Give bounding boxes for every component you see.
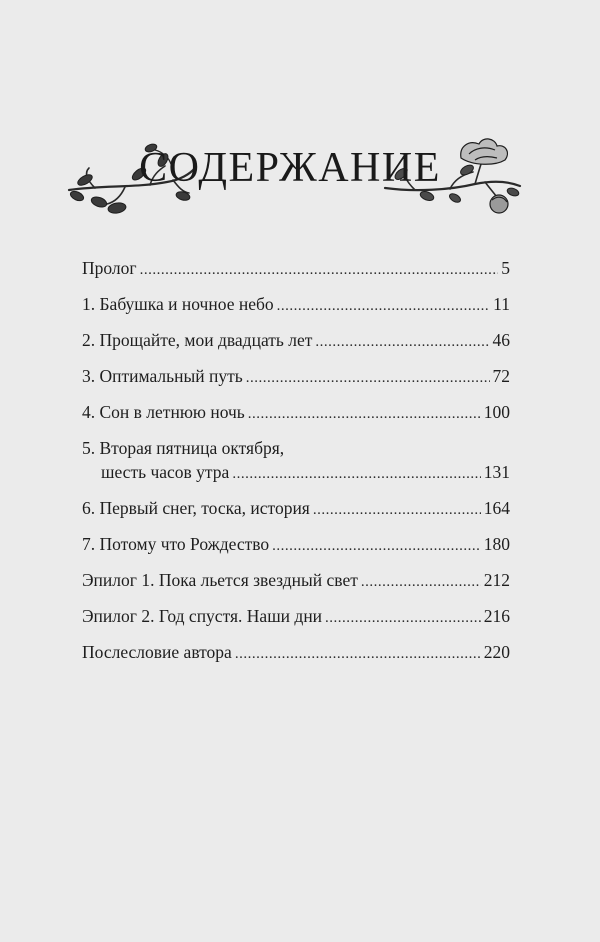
toc-entry-page: 11	[493, 294, 510, 314]
dot-leader	[140, 260, 499, 280]
toc-entry-label: 1. Бабушка и ночное небо	[82, 294, 274, 314]
toc-entry-continuation	[82, 462, 510, 482]
dot-leader	[313, 500, 481, 520]
dot-leader	[246, 368, 490, 388]
toc-entry-page: 216	[483, 606, 510, 626]
dot-leader	[315, 332, 489, 352]
dot-leader	[361, 572, 481, 592]
page-title: СОДЕРЖАНИЕ	[139, 145, 441, 191]
toc-entry[interactable]	[82, 294, 510, 314]
toc-entry[interactable]	[82, 642, 510, 662]
toc-entry-label: 3. Оптимальный путь	[82, 366, 243, 386]
toc-entry[interactable]	[82, 402, 510, 422]
table-of-contents	[82, 256, 510, 662]
toc-entry[interactable]	[82, 330, 510, 350]
toc-entry-page: 72	[492, 366, 510, 386]
contents-header	[55, 130, 525, 230]
toc-entry-page: 180	[483, 534, 510, 554]
toc-entry[interactable]	[82, 534, 510, 554]
toc-entry-label: 2. Прощайте, мои двадцать лет	[82, 330, 313, 350]
toc-entry[interactable]	[82, 498, 510, 518]
toc-entry-label: 7. Потому что Рождество	[82, 534, 270, 554]
toc-entry[interactable]	[82, 366, 510, 386]
toc-entry-page: 212	[483, 570, 510, 590]
toc-entry[interactable]	[82, 570, 510, 590]
toc-entry-label-line2: шесть часов утра	[101, 462, 230, 482]
toc-entry-page: 220	[483, 642, 510, 662]
toc-entry-label: 4. Сон в летнюю ночь	[82, 402, 245, 422]
toc-entry-page: 100	[483, 402, 510, 422]
dot-leader	[272, 536, 481, 556]
toc-entry-page: 164	[483, 498, 510, 518]
dot-leader	[325, 608, 481, 628]
toc-entry-label: Послесловие автора	[82, 642, 232, 662]
toc-entry-page: 5	[501, 258, 510, 278]
toc-entry[interactable]	[82, 606, 510, 626]
toc-entry-label: Эпилог 2. Год спустя. Наши дни	[82, 606, 323, 626]
dot-leader	[235, 644, 481, 664]
dot-leader	[232, 464, 480, 484]
toc-entry-label-line1: 5. Вторая пятница октября,	[82, 438, 285, 458]
dot-leader	[248, 404, 481, 424]
toc-entry-label: 6. Первый снег, тоска, история	[82, 498, 310, 518]
toc-entry-label: Эпилог 1. Пока льется звездный свет	[82, 570, 358, 590]
toc-entry-page: 131	[483, 462, 510, 482]
toc-entry-label: Пролог	[82, 258, 137, 278]
toc-entry-multiline[interactable]	[82, 438, 510, 482]
dot-leader	[277, 296, 491, 316]
toc-entry[interactable]	[82, 258, 510, 278]
toc-entry-page: 46	[492, 330, 510, 350]
